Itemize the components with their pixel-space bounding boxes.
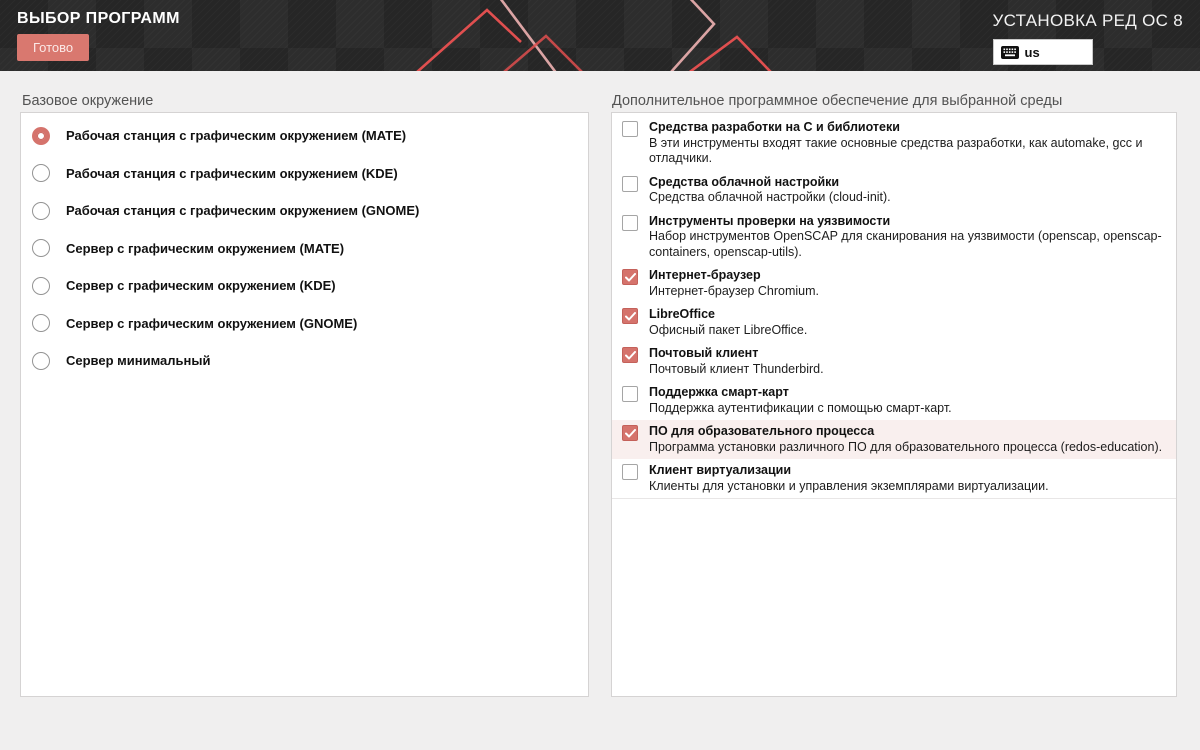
base-environment-header: Базовое окружение — [22, 93, 154, 109]
addon-item[interactable] — [612, 459, 1176, 499]
checkbox-checked[interactable] — [622, 269, 638, 285]
keyboard-icon — [1001, 46, 1019, 59]
checkbox-unchecked[interactable] — [622, 215, 638, 231]
environment-option[interactable] — [21, 192, 588, 230]
addon-text — [649, 307, 807, 338]
addon-description: Офисный пакет LibreOffice. — [649, 322, 808, 337]
addon-item[interactable] — [612, 210, 1176, 265]
checkbox-checked[interactable] — [622, 425, 638, 441]
addon-description: В эти инструменты входят такие основные средства разработки, как automake, gcc и отладчики. — [649, 135, 1143, 165]
checkbox-unchecked[interactable] — [622, 464, 638, 480]
addons-header: Дополнительное программное обеспечение для выбранной среды — [612, 93, 1063, 109]
environment-option-label: Сервер с графическим окружением (GNOME) — [66, 315, 358, 331]
addon-text — [649, 463, 1049, 494]
addon-description: Клиенты для установки и управления экземплярами виртуализации. — [649, 478, 1049, 493]
keyboard-layout-selector[interactable] — [993, 39, 1093, 65]
addon-title: Средства облачной настройки — [649, 174, 840, 189]
checkmark-icon — [625, 273, 636, 282]
addon-text — [649, 268, 819, 299]
environment-option-label: Рабочая станция с графическим окружением (GNOME) — [66, 203, 420, 219]
addon-text — [649, 424, 1162, 455]
page-title: ВЫБОР ПРОГРАММ — [17, 10, 180, 27]
header-bar — [0, 0, 1200, 71]
checkmark-icon — [625, 429, 636, 438]
base-environment-panel — [20, 112, 589, 697]
product-title: УСТАНОВКА РЕД ОС 8 — [992, 11, 1183, 30]
environment-option-label: Сервер с графическим окружением (KDE) — [66, 278, 336, 294]
addon-text — [649, 385, 952, 416]
addon-description: Почтовый клиент Thunderbird. — [649, 361, 824, 376]
addon-item[interactable] — [612, 342, 1176, 381]
addon-title: Клиент виртуализации — [649, 463, 792, 477]
addon-description: Набор инструментов OpenSCAP для сканирования на уязвимости (openscap, openscap-containers, openscap-utils). — [649, 229, 1162, 259]
addon-description: Средства облачной настройки (cloud-init). — [649, 190, 891, 204]
addon-title: LibreOffice — [649, 307, 715, 321]
addon-title: Почтовый клиент — [649, 346, 759, 360]
checkmark-icon — [625, 312, 636, 321]
radio-button[interactable] — [32, 164, 50, 182]
addon-text — [649, 346, 824, 377]
addon-description: Интернет-браузер Chromium. — [649, 283, 819, 298]
environment-option[interactable] — [21, 342, 588, 380]
checkmark-icon — [625, 351, 636, 360]
addon-item[interactable] — [612, 381, 1176, 420]
addon-description: Поддержка аутентификации с помощью смарт-карт. — [649, 400, 952, 415]
software-selection-content — [0, 71, 1200, 750]
addons-panel — [611, 112, 1177, 697]
environment-option[interactable] — [21, 305, 588, 343]
addon-item[interactable] — [612, 303, 1176, 342]
environment-option[interactable] — [21, 267, 588, 305]
radio-button-selected[interactable] — [32, 127, 50, 145]
addon-item[interactable] — [612, 420, 1176, 459]
addon-item[interactable] — [612, 264, 1176, 303]
keyboard-layout-label: us — [1024, 44, 1040, 60]
checkbox-checked[interactable] — [622, 347, 638, 363]
addon-title: Интернет-браузер — [649, 268, 761, 282]
addon-description: Программа установки различного ПО для образовательного процесса (redos-education). — [649, 439, 1163, 454]
addon-item[interactable] — [612, 116, 1176, 171]
environment-option-label: Сервер с графическим окружением (MATE) — [66, 240, 345, 256]
done-button[interactable]: Готово — [17, 34, 89, 61]
radio-button[interactable] — [32, 352, 50, 370]
radio-button[interactable] — [32, 239, 50, 257]
checkbox-checked[interactable] — [622, 308, 638, 324]
checkbox-unchecked[interactable] — [622, 176, 638, 192]
addon-text — [649, 214, 1164, 261]
environment-option-label: Рабочая станция с графическим окружением (MATE) — [66, 128, 407, 144]
addon-title: Поддержка смарт-карт — [649, 385, 789, 399]
addons-list[interactable] — [612, 113, 1176, 499]
environment-option[interactable] — [21, 155, 588, 193]
checkbox-unchecked[interactable] — [622, 386, 638, 402]
addon-title: ПО для образовательного процесса — [649, 424, 875, 438]
radio-button[interactable] — [32, 202, 50, 220]
addon-item[interactable] — [612, 171, 1176, 210]
addon-title: Инструменты проверки на уязвимости — [649, 213, 891, 228]
radio-button[interactable] — [32, 277, 50, 295]
environment-option-label: Сервер минимальный — [66, 353, 211, 369]
environment-option-label: Рабочая станция с графическим окружением (KDE) — [66, 165, 398, 181]
checkbox-unchecked[interactable] — [622, 121, 638, 137]
environment-option[interactable] — [21, 117, 588, 155]
addon-text — [649, 175, 891, 206]
addon-text — [649, 120, 1164, 167]
addon-title: Средства разработки на C и библиотеки — [649, 120, 900, 134]
environment-option[interactable] — [21, 230, 588, 268]
radio-button[interactable] — [32, 314, 50, 332]
base-environment-list[interactable] — [21, 113, 588, 380]
